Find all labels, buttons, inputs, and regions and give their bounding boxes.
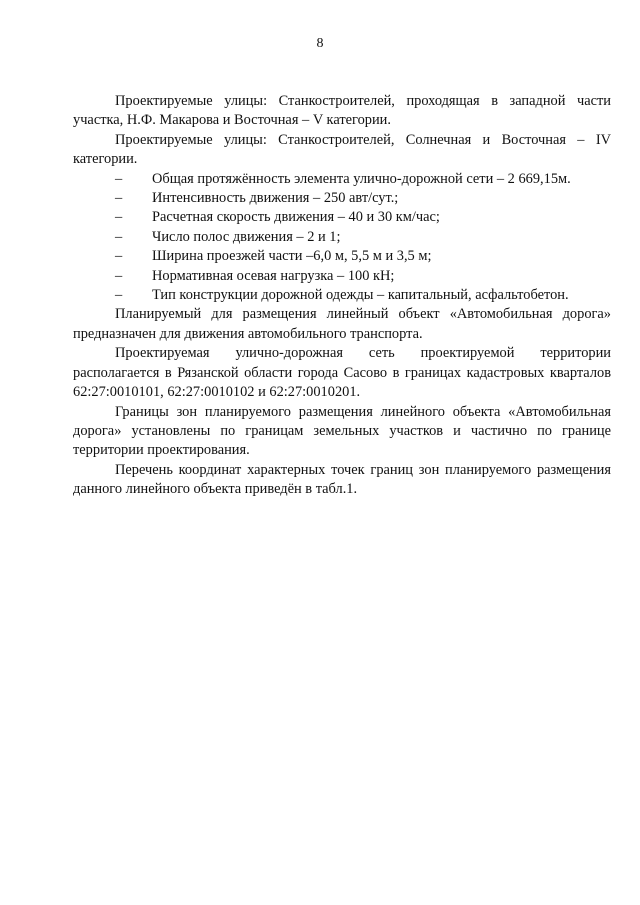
list-item	[73, 208, 611, 227]
list-item-text: Тип конструкции дорожной одежды – капитальный, асфальтобетон.	[152, 287, 569, 304]
road-parameters-list	[73, 170, 611, 306]
document-body	[73, 92, 611, 500]
list-item	[73, 228, 611, 247]
list-item-text: Общая протяжённость элемента улично-дорожной сети – 2 669,15м.	[152, 170, 571, 187]
list-dash: –	[115, 287, 123, 304]
paragraph-zone-boundaries: Границы зон планируемого размещения линейного объекта «Автомобильная дорога» установлены по границам земельных участков и частично по границе территории проектирования.	[73, 403, 611, 459]
paragraph-streets-iv-category: Проектируемые улицы: Станкостроителей, Солнечная и Восточная – IV категории.	[73, 131, 611, 168]
paragraph-coordinates-reference: Перечень координат характерных точек границ зон планируемого размещения данного линейного объекта приведён в табл.1.	[73, 461, 611, 498]
list-item-text: Интенсивность движения – 250 авт/сут.;	[152, 190, 399, 207]
list-item-text: Расчетная скорость движения – 40 и 30 км/час;	[152, 209, 440, 226]
page-number: 8	[316, 36, 324, 51]
list-dash: –	[115, 170, 123, 187]
paragraph-network-location: Проектируемая улично-дорожная сеть проектируемой территории располагается в Рязанской области города Сасово в границах кадастровых кварталов 62:27:0010101, 62:27:0010102 и 62:27:0010201.	[73, 345, 611, 401]
list-item	[73, 247, 611, 266]
list-dash: –	[115, 228, 123, 245]
paragraph-road-purpose: Планируемый для размещения линейный объект «Автомобильная дорога» предназначен для движения автомобильного транспорта.	[73, 306, 611, 342]
paragraph-streets-v-category: Проектируемые улицы: Станкостроителей, проходящая в западной части участка, Н.Ф. Макарова и Восточная – V категории.	[73, 93, 611, 129]
list-item-text: Нормативная осевая нагрузка – 100 кН;	[152, 267, 395, 284]
list-item	[73, 170, 611, 189]
list-item-text: Ширина проезжей части –6,0 м, 5,5 м и 3,5 м;	[152, 248, 432, 265]
list-dash: –	[115, 209, 123, 226]
list-item	[73, 267, 611, 286]
list-dash: –	[115, 267, 123, 284]
list-dash: –	[115, 248, 123, 265]
list-item-text: Число полос движения – 2 и 1;	[152, 228, 341, 245]
list-item	[73, 189, 611, 208]
list-dash: –	[115, 190, 123, 207]
list-item	[73, 286, 611, 305]
